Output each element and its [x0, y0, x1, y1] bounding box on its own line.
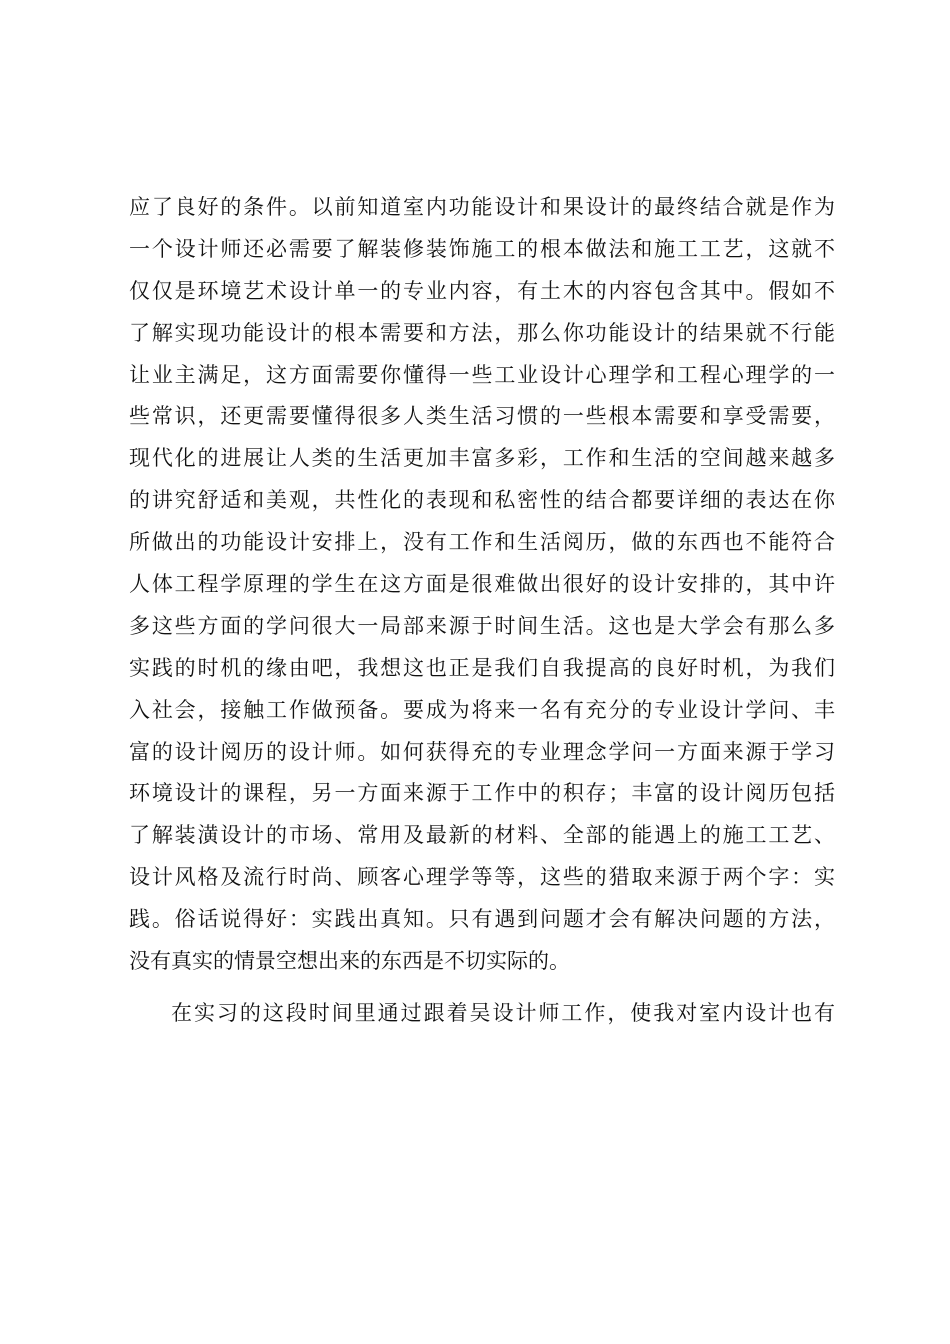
text-line: 一个设计师还必需要了解装修装饰施工的根本做法和施工工艺，这就不 — [129, 236, 835, 261]
text-line: 了解实现功能设计的根本需要和方法，那么你功能设计的结果就不行能 — [129, 320, 835, 345]
text-line: 些常识，还更需要懂得很多人类生活习惯的一些根本需要和享受需要， — [129, 404, 835, 429]
text-line: 人体工程学原理的学生在这方面是很难做出很好的设计安排的，其中许 — [129, 572, 835, 597]
paragraph — [129, 993, 835, 1035]
text-line: 所做出的功能设计安排上，没有工作和生活阅历，做的东西也不能符合 — [129, 530, 835, 555]
paragraph — [129, 187, 835, 983]
text-line: 设计风格及流行时尚、顾客心理学等等，这些的猎取来源于两个字：实 — [129, 865, 835, 890]
text-line: 在实习的这段时间里通过跟着吴设计师工作，使我对室内设计也有 — [171, 1000, 835, 1025]
body-text — [129, 187, 835, 1035]
text-line: 入社会，接触工作做预备。要成为将来一名有充分的专业设计学问、丰 — [129, 697, 835, 722]
text-line: 仅仅是环境艺术设计单一的专业内容，有土木的内容包含其中。假如不 — [129, 278, 835, 303]
text-line: 应了良好的条件。以前知道室内功能设计和果设计的最终结合就是作为 — [129, 195, 835, 219]
text-line: 现代化的进展让人类的生活更加丰富多彩，工作和生活的空间越来越多 — [129, 446, 835, 471]
text-line: 实践的时机的缘由吧，我想这也正是我们自我提高的良好时机，为我们 — [129, 655, 835, 680]
text-line: 环境设计的课程，另一方面来源于工作中的积存；丰富的设计阅历包括 — [129, 781, 835, 806]
text-line: 没有真实的情景空想出来的东西是不切实际的。 — [129, 949, 570, 974]
text-line: 了解装潢设计的市场、常用及最新的材料、全部的能遇上的施工工艺、 — [129, 823, 835, 848]
paragraph-gap — [129, 983, 835, 993]
text-line: 富的设计阅历的设计师。如何获得充的专业理念学问一方面来源于学习 — [129, 739, 835, 764]
text-line: 的讲究舒适和美观，共性化的表现和私密性的结合都要详细的表达在你 — [129, 488, 835, 513]
text-line: 践。俗话说得好：实践出真知。只有遇到问题才会有解决问题的方法， — [129, 907, 835, 932]
text-line: 让业主满足，这方面需要你懂得一些工业设计心理学和工程心理学的一 — [129, 362, 835, 387]
text-line: 多这些方面的学问很大一局部来源于时间生活。这也是大学会有那么多 — [129, 613, 835, 638]
